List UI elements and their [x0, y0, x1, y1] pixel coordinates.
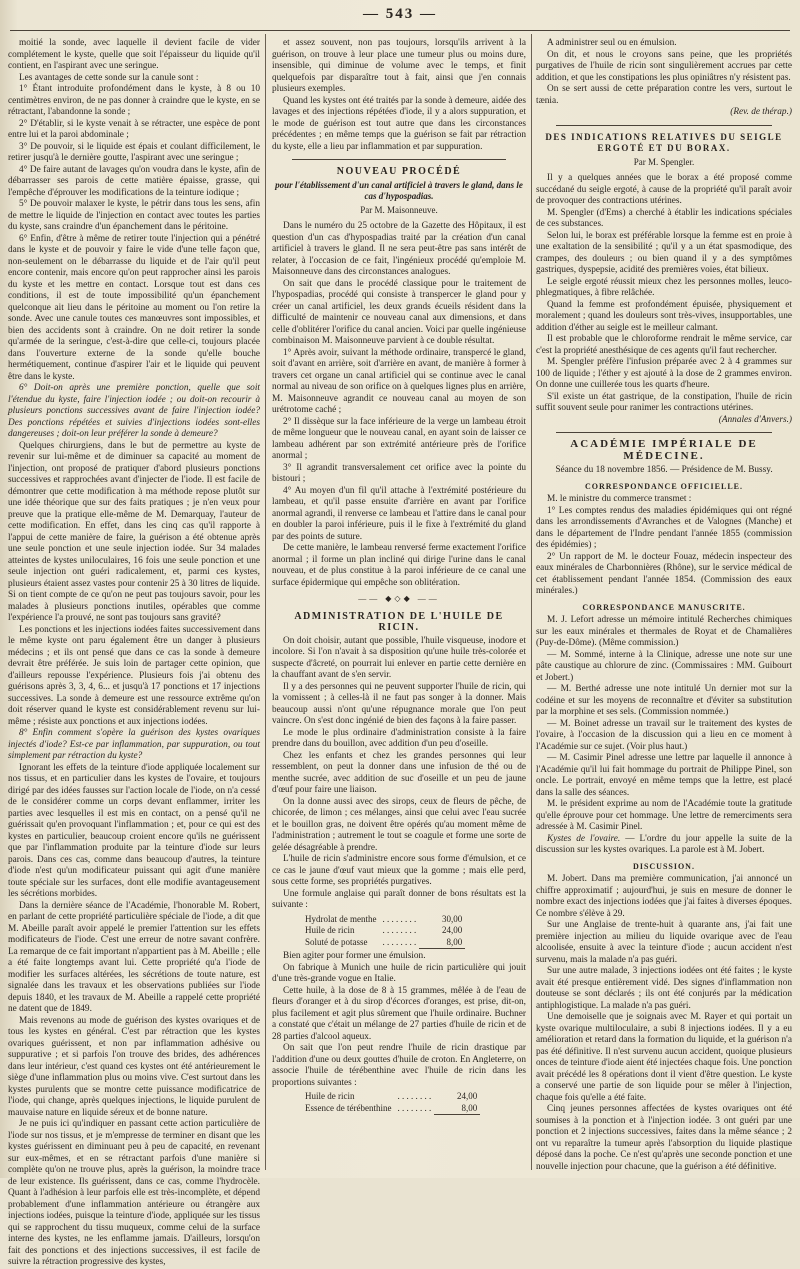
paragraph: Chez les enfants et chez les grandes personnes qui leur ressemblent, on peut la donner dans une infusion de thé ou de menthe sucrée, avec addition de suc d'oseille et un peu de jaune d'œuf pour faire une liaison.: [272, 750, 526, 795]
paragraph: Il y a des personnes qui ne peuvent supporter l'huile de ricin, qui la vomissent ; à celles-là il ne faut pas songer à la donner. Mais beaucoup aussi n'ont qu'une répugnance morale que l'on peut vaincre. On s'est donc ingénié de bien des façons à la faire passer.: [272, 681, 526, 726]
paragraph: Mais revenons au mode de guérison des kystes ovariques et de tous les kystes en général. C'est par rétraction que les kystes ovariques guérissent, et non par inflammation adhésive ou suppurative ; et si parfois l'on trouve des brides, des adhérences dans leur intérieur, c'est quand ces kystes ont été antérieurement le siège d'une inflammation plus ou moins vive. C'est surtout dans les kystes purulents que se montre cette puissance modificatrice de l'iode, qui change, après quelques injections, le liquide purulent de mauvaise nature en liquide séreux et de bonne nature.: [8, 1015, 260, 1118]
paragraph: — M. Casimir Pinel adresse une lettre par laquelle il annonce à l'Académie qu'il lui fait hommage du portrait de Philippe Pinel, son oncle. Le portrait, envoyé en même temps que la lettre, est placé dans la salle des séances.: [536, 753, 792, 798]
discussion-body: [536, 874, 792, 1173]
subhead-official-correspondence: CORRESPONDANCE OFFICIELLE.: [584, 481, 743, 491]
paragraph: On fabrique à Munich une huile de ricin particulière qui jouit d'une très-grande vogue en Italie.: [272, 962, 526, 984]
article-body-hypospadias: [272, 221, 526, 589]
leader-dots: . . . . . . . .: [397, 1091, 432, 1101]
column-divider: [531, 34, 532, 1170]
column-left-paragraphs-2: [8, 441, 260, 729]
leader-dots: . . . . . . . .: [382, 936, 417, 947]
recipe-table-2: [302, 1091, 480, 1115]
ornament-divider: —— ◆◇◆ ——: [358, 594, 440, 603]
paragraph: Ignorant les effets de la teinture d'iode appliquée localement sur nos tissus, et en particulier dans les kystes de l'ovaire, et toujours dirigé par des idées fausses sur l'action locale de l'iode, on n'a cessé de le considérer comme un corps devant enflammer, irriter les parties avec lesquelles il est mis en contact, on a pensé qu'il ne guérissait qu'en provoquant l'inflammation ; et, pour ce qui est des kystes en particulier, beaucoup croient encore qu'ils ne guérissent que par l'inflammation produite par la teinture d'iode sur leurs parois. Dans ces cas, comme dans beaucoup d'autres, la teinture d'iode n'est qu'un modificateur puissant qui agit d'une manière toute spéciale sur les surfaces, dont elle modifie avantageusement les sécrétions morbides.: [8, 762, 260, 899]
recipe-quantity: 8,00: [419, 937, 465, 949]
kystes-heading: Kystes de l'ovaire.: [547, 833, 621, 844]
article-body-ergot: [536, 173, 792, 415]
article-body-ricin: [272, 636, 526, 912]
paragraph: Quelques chirurgiens, dans le but de permettre au kyste de revenir sur lui-même et de diminuer sa capacité au moment de l'injection, ont proposé de pratiquer d'abord plusieurs ponctions successives et rapprochées avant d'injecter de l'iode. Il est facile de démontrer que cette modification à ma méthode repose plutôt sur une idée théorique que sur des faits pratiques ; je n'en veux pour preuve que la pratique elle-même de M. Demarquay, l'auteur de cette modification. En effet, dans les cinq cas qu'il rapporte à l'appui de cette manière de faire, la guérison a été obtenue après une seule ponction et une seule injection iodée. Sur 34 malades atteintes de kystes uniloculaires, 16 fois une seule ponction et une seule injection ont guéri radicalement, et, parmi ces kystes, plusieurs étaient assez vastes pour contenir 25 à 30 litres de liquide. Si on tient compte de ce qu'on ne peut pas toujours savoir, pour les malades à plusieurs ponctions inutiles, opérables que comme l'expérience l'a prouvé, ne sont pas toujours sans gravité?: [8, 440, 260, 623]
paragraph: S'il existe un état gastrique, de la constipation, l'huile de ricin suffit souvent seule pour ranimer les contractions utérines.: [536, 391, 792, 413]
official-correspondence-body: [536, 494, 792, 598]
recipe-ingredient: Hydrolat de menthe: [305, 913, 377, 924]
recipe-row: [302, 914, 465, 926]
recipe-quantity: 24,00: [456, 1091, 478, 1101]
paragraph: M. Spengler (d'Ems) a cherché à établir les indications spéciales de ces substances.: [536, 207, 792, 229]
paragraph: — M. Boinet adresse un travail sur le traitement des kystes de l'ovaire, à l'occasion de la discussion qui a lieu en ce moment à l'Académie sur ce sujet. (Voir plus haut.): [536, 718, 792, 752]
paragraph: 3° De pouvoir, si le liquide est épais et coulant difficilement, le retirer jusqu'à le dernière goutte, l'aspirant avec une seringue ;: [8, 141, 260, 163]
paragraph: Bien agiter pour former une émulsion.: [283, 951, 426, 961]
paragraph: 3° Il agrandit transversalement cet orifice avec la pointe du bistouri ;: [272, 462, 526, 484]
paragraph: On dit, et nous le croyons sans peine, que les propriétés purgatives de l'huile de ricin sont singulièrement accrues par cette addition, et que les constipations les plus opiniâtres n'y résistent pas.: [536, 49, 792, 83]
column-left-paragraphs: [8, 38, 260, 383]
academy-title: ACADÉMIE IMPÉRIALE DE MÉDECINE.: [570, 438, 758, 462]
recipe-quantity: 30,00: [441, 913, 463, 924]
paragraph: — M. Sommé, interne à la Clinique, adresse une note sur une pâte caustique au chlorure de zinc. (Commissaires : MM. Guibourt et Jobert.): [536, 649, 792, 683]
article-title-hypospadias: NOUVEAU PROCÉDÉ: [336, 166, 462, 177]
article-author-maisonneuve: Par M. Maisonneuve.: [360, 204, 438, 215]
recipe-row: [302, 925, 465, 937]
paragraph: — M. Berthé adresse une note intitulé Un dernier mot sur la codéine et sur les moyens de reconnaître et d'éviter sa substitution par la morphine et ses sels. (Commission nommée.): [536, 684, 792, 717]
kystes-text: — L'ordre du jour appelle la suite de la discussion sur les kystes ovariques. La parole est à M. Jobert.: [536, 833, 793, 855]
recipe-row: [302, 1103, 480, 1115]
paragraph: Cinq jeunes personnes affectées de kystes ovariques ont été soumises à la ponction et à l'injection iodée. 3 ont guéri par une ponction et 2 injections successives, faites dans la même séance ; 2 ont vu reparaître la tumeur après l'absorption du liquide plastique déposé dans la poche. Ce n'est qu'après une seconde ponction et une nouvelle injection pour chacune, que la guérison a été définitive.: [536, 1104, 792, 1172]
paragraph: 6° Enfin, d'être à même de retirer toute l'injection qui a pénétré dans le kyste et de pouvoir y faire le vide d'une telle façon que, non-seulement on le débarrasse du liquide et de l'air qu'il peut encore contenir, mais encore qu'on peut rapprocher ainsi les parois du kyste et les mettre en contact. Lorsque tout est dans ces conditions, il est de toute impossibilité qu'un épanchement quelconque ait lieu dans le péritoine au moment ou l'on retire la sonde. Avec une canule toutes ces manœuvres sont impossibles, et bien des accidents sont à craindre. On ne doit retirer la sonde qu'armée de la seringue, c'est-à-dire que celle-ci, toujours placée dans l'ouverture externe de la sonde qu'elle bouche hermétiquement, continue d'aspirer l'air et le liquide qui peuvent être dans le kyste.: [8, 233, 260, 382]
article-body-ricin-2: [272, 951, 526, 1089]
column-middle: [272, 38, 526, 1170]
article-title-ergot: DES INDICATIONS RELATIVES DU SEIGLE ERGOTÉ ET DU BORAX.: [545, 131, 783, 153]
column-right: [536, 38, 792, 1170]
paragraph: Il est probable que le chloroforme rendrait le même service, car c'est la propriété anesthésique de ces agents qu'il faut rechercher.: [536, 334, 792, 356]
paragraph: M. le ministre du commerce transmet :: [547, 494, 692, 504]
subhead-manuscript-correspondence: CORRESPONDANCE MANUSCRITE.: [582, 602, 746, 612]
article-title-ricin: ADMINISTRATION DE L'HUILE DE RICIN.: [294, 610, 504, 633]
paragraph: 2° Il dissèque sur la face inférieure de la verge un lambeau étroit de même longueur que le nouveau canal, en ayant soin de laisser ce lambeau adhérent par son extrémité antérieure près de l'orifice anormal ;: [272, 416, 526, 461]
article-rule: [292, 159, 506, 160]
paragraph: 1° Après avoir, suivant la méthode ordinaire, transpercé le gland, soit d'avant en arrière, soit d'arrière en avant, de manière à former à travers cet organe un canal artificiel qui se continue avec le canal normal au niveau de son orifice on à quelques lignes plus en arrière, M. Maisonneuve agrandit ce nouveau canal au moyen de son urétrotome caché ;: [272, 347, 526, 415]
recipe-ingredient: Essence de térébenthine: [305, 1102, 392, 1113]
paragraph: M. le président exprime au nom de l'Académie toute la gratitude qu'elle éprouve pour cet hommage. Une lettre de remerciments sera adressée à M. Casimir Pinel.: [536, 799, 792, 832]
source-signature-2: (Annales d'Anvers.): [718, 414, 792, 425]
paragraph: Il y a quelques années que le borax a été proposé comme succédané du seigle ergoté, à cause de la propriété qu'il paraît avoir de provoquer des contractions utérines.: [536, 173, 792, 206]
paragraph: On sait que l'on peut rendre l'huile de ricin drastique par l'addition d'une ou deux gouttes d'huile de croton. En Angleterre, on associe l'huile de térébenthine avec l'huile de ricin dans les proportions suivantes :: [272, 1043, 526, 1088]
paragraph: On la donne aussi avec des sirops, ceux de fleurs de pêche, de chicorée, de limon ; ces mélanges, ainsi que celui avec l'eau sucrée et le bouillon gras, ne doivent être opérés qu'au moment même de l'administration ; autrement le tout se coagule et forme une sorte de gelée désagréable à prendre.: [272, 796, 526, 853]
paragraph: Je ne puis ici qu'indiquer en passant cette action particulière de l'iode sur nos tissus, et je m'empresse de terminer en disant que les kystes guérissent en diminuant peu à peu de capacité, en revenant sur eux-mêmes, et en se rétractant parfois d'une manière si complète qu'on ne trouve plus, après la guérison, la moindre trace de leur existence. Ils guérissent, dans ce cas, comme l'hydrocèle. Quant à l'adhésion à leur parfois elle est très-incomplète, et dépend probablement d'une inflammation antérieure ou étrangère aux injections iodées, puisque la teinture d'iode, appliquée sur les tissus qui se rapprochent du tissu muqueux, comme celui de la surface interne des kystes, ne les enflamme jamais. D'ailleurs, lorsqu'on fait des ponctions et des injections successives, il est facile de suivre la rétraction progressive des kystes,: [8, 1119, 260, 1267]
column-right-paragraphs: [536, 38, 792, 107]
kystes-paragraph: [536, 834, 792, 857]
recipe-table-1: [302, 914, 465, 950]
paragraph: L'huile de ricin s'administre encore sous forme d'émulsion, et ce ce cas le jaune d'œuf vaut mieux que la gomme ; mais elle perd, sous cette forme, ses propriétés purgatives.: [272, 854, 526, 887]
paragraph: On doit choisir, autant que possible, l'huile visqueuse, inodore et incolore. Si l'on n'avait à sa disposition qu'une huile très-colorée et suspecte d'âcreté, on pourrait lui enlever en partie cette dernière en la chauffant avant de s'en servir.: [272, 635, 526, 680]
paragraph: Cette huile, à la dose de 8 à 15 grammes, mêlée à de l'eau de fleurs d'oranger et à du sirop d'écorces d'oranges, est prise, dit-on, plus facilement et agit plus sûrement que l'huile ordinaire. Buchner a constaté que c'était un mélange de 27 parties d'huile de ricin et de 28 parties d'alcool aqueux.: [272, 985, 526, 1042]
recipe-ingredient: Huile de ricin: [305, 1091, 355, 1101]
recipe-quantity: 24,00: [441, 925, 463, 935]
paragraph: M. Spengler préfère l'infusion préparée avec 2 à 4 grammes sur 100 de liquide ; l'éther y est ajouté à la dose de 2 grammes environ. On donne une cuillerée tous les quarts d'heure.: [536, 357, 792, 390]
recipe-quantity: 8,00: [434, 1103, 480, 1115]
article-rule: [556, 125, 772, 126]
column-left-paragraphs-3: [8, 763, 260, 1269]
paragraph: Une formule anglaise qui paraît donner de bons résultats est la suivante :: [272, 888, 526, 910]
recipe-row: [302, 1091, 480, 1103]
paragraph: Dans la dernière séance de l'Académie, l'honorable M. Robert, en parlant de cette propriété particulière spéciale de l'iode, a dit que M. Abeille paraît avoir appelé le premier l'attention sur les effets modificateurs de l'iode. C'est une erreur de notre savant confrère. La remarque de ce fait important n'appartient pas à M. Abeille ; elle a été faite longtemps avant lui. Cette propriété qu'a l'iode de modifier les surfaces altérées, les sécrétions de toute nature, est signalée dans les travaux et les observations publiées sur l'iode depuis 1840, et les travaux de M. Abeille a rappelé cette propriété ne datent que de 1849.: [8, 900, 260, 1014]
paragraph: Dans le numéro du 25 octobre de la Gazette des Hôpitaux, il est question d'un cas d'hypospadias traité par la création d'un canal artificiel à travers le gland. Il ne sera peut-être pas sans intérêt de relater, à l'occasion de ce fait, l'ingénieux procédé qu'emploie M. Maisonneuve dans des circonstances analogues.: [272, 221, 526, 277]
paragraph: 4° Au moyen d'un fil qu'il attache à l'extrémité postérieure du lambeau, et qu'il passe ensuite d'arrière en avant par l'orifice anormal agrandi, il renverse ce lambeau et l'attire dans le canal pour en doubler la paroi inférieure, puis il le fixe à l'extrémité du gland par des points de suture.: [272, 485, 526, 542]
section-rule: [556, 432, 772, 433]
paragraph: et assez souvent, non pas toujours, lorsqu'ils arrivent à la guérison, on trouve à leur place une tumeur plus ou moins dure, insensible, qui diminue de volume avec le temps, et finit quelquefois par disparaître tout à fait, ainsi que j'en connais plusieurs exemples.: [272, 38, 526, 94]
paragraph: Quand la femme est profondément épuisée, physiquement et moralement ; quand les douleurs sont très-vives, insupportables, une addition d'éther au seigle est le meilleur calmant.: [536, 299, 792, 333]
article-author-spengler: Par M. Spengler.: [633, 156, 695, 167]
paragraph: De cette manière, le lambeau renversé ferme exactement l'orifice anormal ; il forme un plan incliné qui dirige l'urine dans le canal nouveau, et de plus constitue à la paroi inférieure de ce canal une surface épidermique qui empêche son oblitération.: [272, 543, 526, 588]
paragraph: Le seigle ergoté réussit mieux chez les personnes molles, leuco-phlegmatiques, à fibre relâchée.: [536, 276, 792, 298]
paragraph: moitié la sonde, avec laquelle il devient facile de vider complétement le kyste, quelle que soit l'épaisseur du liquide qu'il contient, en l'aspirant avec une seringue.: [8, 38, 260, 71]
paragraph: A administrer seul ou en émulsion.: [547, 38, 677, 48]
paragraph: M. J. Lefort adresse un mémoire intitulé Recherches chimiques sur les eaux minérales et thermales de Royat et de Chamalières (Puy-de-Dôme). (Même commission.): [536, 615, 792, 648]
recipe-row: [302, 937, 465, 949]
paragraph: On se sert aussi de cette préparation contre les vers, surtout le tænia.: [536, 84, 792, 106]
paragraph: 1° Étant introduite profondément dans le kyste, à 8 ou 10 centimètres environ, de ne pas donner à craindre que le kyste, en se rétractant, l'abandonne la sonde ;: [8, 84, 260, 117]
article-subtitle-hypospadias: pour l'établissement d'un canal artificiel à travers le gland, dans le cas d'hypospadias.: [275, 179, 523, 201]
column-left: [8, 38, 260, 1267]
paragraph: On sait que dans le procédé classique pour le traitement de l'hypospadias, procédé qui consiste à transpercer le gland pour y créer un canal artificiel, les deux grands écueils résident dans la difficulté de maintenir ce nouveau canal aux dimensions, et dans celle d'oblitérer l'orifice du canal ancien. Voici par quelle ingénieuse combinaison M. Maisonneuve parvient à ce double résultat.: [272, 278, 526, 346]
header-rule: [10, 30, 790, 31]
paragraph: 5° De pouvoir malaxer le kyste, le pétrir dans tous les sens, afin de mettre le liquide de l'injection en contact avec toutes les parties du kyste, sans craindre d'un épanchement dans le péritoine.: [8, 199, 260, 232]
paragraph: Sur une Anglaise de trente-huit à quarante ans, j'ai fait une première injection au milieu du liquide ovarique avec de l'eau alcoolisée, ensuite à avec la teinture d'iode ; aucun accident n'est survenu, mais la malade n'a pas guéri.: [536, 920, 792, 965]
paragraph: 4° De faire autant de lavages qu'on voudra dans le kyste, afin de débarrasser ses parois de cette matière épaisse, grasse, qui l'empêche d'éprouver les modifications de la teinture iodique ;: [8, 164, 260, 198]
paragraph: 2° Un rapport de M. le docteur Fouaz, médecin inspecteur des eaux minérales de Charbonnières (Rhône), sur le service médical de cet établissement pendant l'année 1854. (Commission des eaux minérales.): [536, 551, 792, 596]
question-7: 6° Doit-on après une première ponction, quelle que soit l'étendue du kyste, faire l'injection iodée ; ou doit-on recourir à plusieurs ponctions successives avant de faire l'injection iodée? Des ponctions répétées et suivies d'injections iodées sont-elles dangereuses ; doit-on leur préférer la sonde à demeure?: [8, 383, 260, 439]
paragraph: 2° D'établir, si le kyste venait à se rétracter, une espèce de pont entre lui et la paroi abdominale ;: [8, 118, 260, 140]
page-number: — 543 —: [363, 6, 437, 22]
column-middle-paragraphs: [272, 38, 526, 153]
column-divider: [265, 34, 266, 1170]
paragraph: 1° Les comptes rendus des maladies épidémiques qui ont régné dans les arrondissements d'Avranches et de Valognes (Manche) et dans le département de l'Indre pendant l'année 1855 (commission des épidémies) ;: [536, 505, 792, 550]
paragraph: Le mode le plus ordinaire d'administration consiste à la faire prendre dans du bouillon, avec addition d'un peu d'oseille.: [272, 727, 526, 749]
leader-dots: . . . . . . . .: [397, 1102, 432, 1113]
paragraph: M. Jobert. Dans ma première communication, j'ai annoncé un chiffre approximatif ; aujourd'hui, je suis en mesure de donner le nombre exact des injections iodées que j'ai faites à diverses époques. Ce nombre s'élève à 29.: [536, 874, 792, 919]
recipe-ingredient: Huile de ricin: [305, 925, 355, 935]
manuscript-correspondence-body: [536, 615, 792, 834]
paragraph: Selon lui, le borax est préférable lorsque la femme est en proie à une exaltation de la sensibilité ; qu'il y a un état spasmodique, des crampes, des douleurs ; ou bien quand il y a des symptômes gastriques, dyspepsie, acidité des premières voies, état bilieux.: [536, 230, 792, 275]
question-8: 8° Enfin comment s'opère la guérison des kystes ovariques injectés d'iode? Est-ce par inflammation, par suppuration, ou tout simplement par rétraction du kyste?: [8, 728, 260, 761]
leader-dots: . . . . . . . .: [382, 913, 417, 924]
paragraph: Les ponctions et les injections iodées faites successivement dans le même kyste ont paru également être un danger à plusieurs médecins ; et ils ont pensé que dans ce cas la sonde à demeure devrait être préférée. Je suis loin de partager cette opinion, que d'ailleurs repousse l'expérience. Plusieurs fois j'ai obtenu des guérisons après 3, 3, 4, 6... et jusqu'à 17 ponctions et 17 injections successives. La sonde à demeure est une ressource extrême qu'on doit réserver quand le kyste est considérablement revenu sur lui-même ; résiste aux ponctions et aux injections iodées.: [8, 624, 260, 727]
paragraph: Une demoiselle que je soignais avec M. Rayer et qui portait un kyste ovarique multiloculaire, a subi 8 injections iodées. Il y a eu amélioration et retard dans la formation du liquide, et la guérison n'a pas été définitive. Il n'est survenu aucun accident, quoique plusieurs onces de teinture d'iode aient été injectées chaque fois. Une ponction avait précédé les 8 opérations dont il vient d'être question. Le kyste a conservé une partie de son liquide pour se mêler à l'injection, chaque fois qu'elle a été faite.: [536, 1012, 792, 1103]
recipe-ingredient: Soluté de potasse: [305, 936, 368, 947]
leader-dots: . . . . . . . .: [382, 925, 417, 935]
subhead-discussion: DISCUSSION.: [633, 861, 695, 871]
source-signature-1: (Rev. de thérap.): [730, 107, 792, 117]
paragraph: Les avantages de cette sonde sur la canule sont :: [19, 72, 199, 83]
paragraph: Sur une autre malade, 3 injections iodées ont été faites ; le kyste avait été presque entièrement vidé. Des signes d'inflammation non douteuse se sont déclarés ; ils ont été conjurés par la médication antiphlogistique. La malade n'a pas guéri.: [536, 966, 792, 1011]
paragraph: Quand les kystes ont été traités par la sonde à demeure, aidée des lavages et des injections répétées d'iode, il y a alors suppuration, et le mode de guérison est tout autre que dans les circonstances précédentes ; en même temps que la guérison se fait par rétraction du kyste, elle a lieu par inflammation et par suppuration.: [272, 95, 526, 152]
session-meta: Séance du 18 novembre 1856. — Présidence de M. Bussy.: [555, 465, 773, 475]
